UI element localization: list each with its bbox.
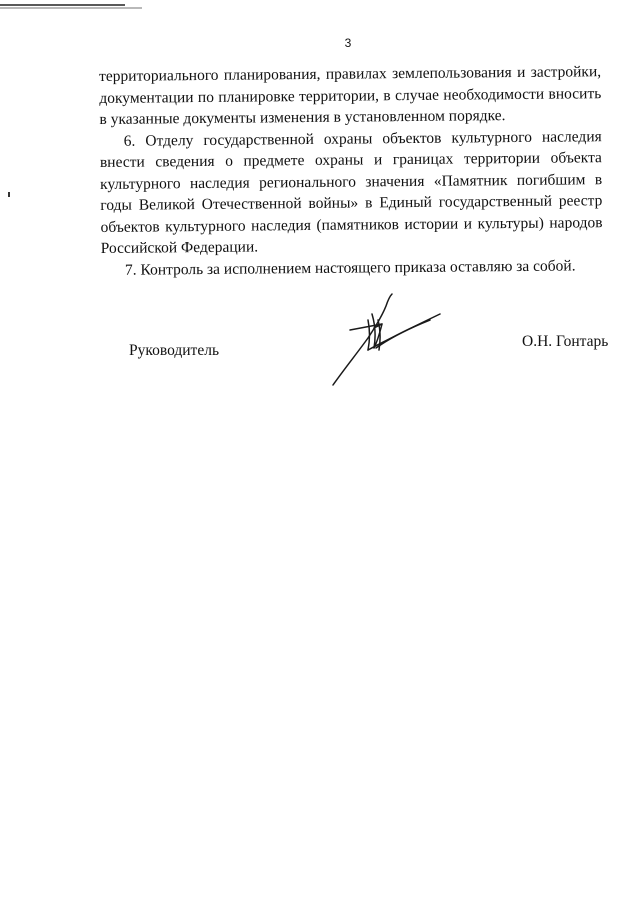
- paragraph-7: 7. Контроль за исполнением настоящего приказа оставляю за собой.: [124, 256, 576, 279]
- signatory-name: О.Н. Гонтарь: [522, 333, 609, 350]
- signatory-title: Руководитель: [129, 342, 220, 359]
- page-number: 3: [344, 36, 352, 50]
- document-body: [99, 61, 603, 281]
- handwritten-signature: [320, 290, 445, 390]
- margin-mark: [8, 192, 10, 197]
- top-edge-mark: [0, 2, 142, 12]
- paragraph-6: 6. Отделу государственной охраны объектов культурного наследия внести сведения о предмете охраны и границах территории объекта культурного наследия регионального значения «Памятник погибшим в годы Великой Отечественной войны» в Единый государственный реестр объектов культурного наследия (памятников истории и культуры) народов Российской Федерации.: [99, 127, 603, 257]
- paragraph-continuation: территориального планирования, правилах землепользования и застройки, документации по планировке территории, в случае необходимости вносить в указанные документы изменения в установленном порядке.: [99, 63, 602, 128]
